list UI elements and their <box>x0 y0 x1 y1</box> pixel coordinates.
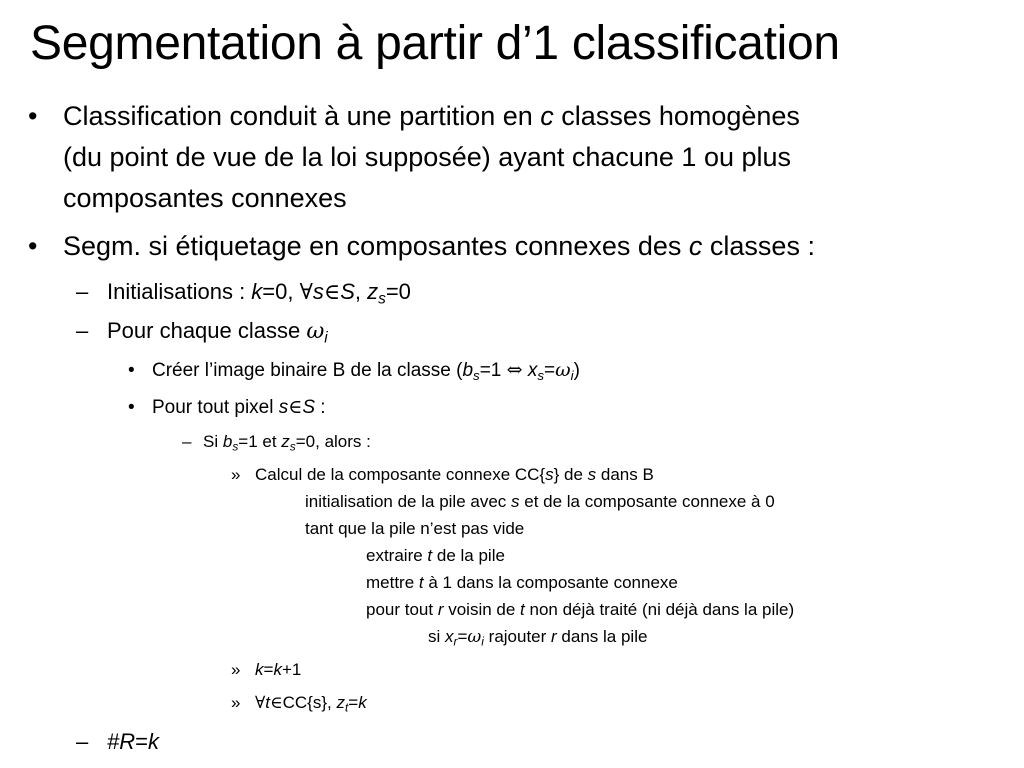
dash-marker: – <box>76 279 89 304</box>
bullet-1-line-3: composantes connexes <box>63 183 347 213</box>
si-line: Si $b_s=1$ et $z_s=0$, alors : <box>203 432 371 454</box>
pour-chaque-line: Pour chaque classe $\omega_i$ <box>107 318 328 347</box>
dash-marker: – <box>182 432 192 451</box>
algo-line-1: initialisation de la pile avec s et de la composante connexe à 0 <box>305 492 775 511</box>
algo-line-2: tant que la pile n’est pas vide <box>305 519 525 538</box>
final-line: #R=k <box>107 729 159 754</box>
calcul-line: Calcul de la composante connexe CC{s} de s dans B <box>255 465 654 484</box>
algo-line-6: si $x_r=\omega_i$ rajouter r dans la pile <box>428 627 648 649</box>
creer-line: Créer l’image binaire B de la classe ($b_s=1$ ⇔ $x_s=\omega_i$) <box>152 359 580 383</box>
raquo-marker: » <box>231 660 241 679</box>
raquo-marker: » <box>231 693 241 712</box>
bullet-marker: • <box>28 231 38 261</box>
page-title: Segmentation à partir d’1 classification <box>30 17 840 70</box>
bullet-marker: • <box>28 101 38 131</box>
bullet-2-line: Segm. si étiquetage en composantes connexes des c classes : <box>63 231 815 261</box>
bullet-1-line-2: (du point de vue de la loi supposée) ayant chacune 1 ou plus <box>63 142 792 172</box>
algo-line-3: extraire t de la pile <box>366 546 505 565</box>
init-line: Initialisations : k=0, ∀s∈S, $z_s=0$ <box>107 279 411 308</box>
dash-marker: – <box>76 318 89 343</box>
dash-marker: – <box>76 729 89 754</box>
forall-line: ∀t∈CC{s}, $z_t=k$ <box>255 693 367 715</box>
algo-line-4: mettre t à 1 dans la composante connexe <box>366 573 678 592</box>
raquo-marker: » <box>231 465 241 484</box>
bullet-1-line-1: Classification conduit à une partition en c classes homogènes <box>63 101 800 131</box>
pixel-line: Pour tout pixel s∈S : <box>152 396 326 418</box>
bullet-marker: • <box>128 397 135 418</box>
k-increment-line: k=k+1 <box>255 660 302 679</box>
algo-line-5: pour tout r voisin de t non déjà traité (ni déjà dans la pile) <box>366 600 795 619</box>
bullet-marker: • <box>128 360 135 381</box>
